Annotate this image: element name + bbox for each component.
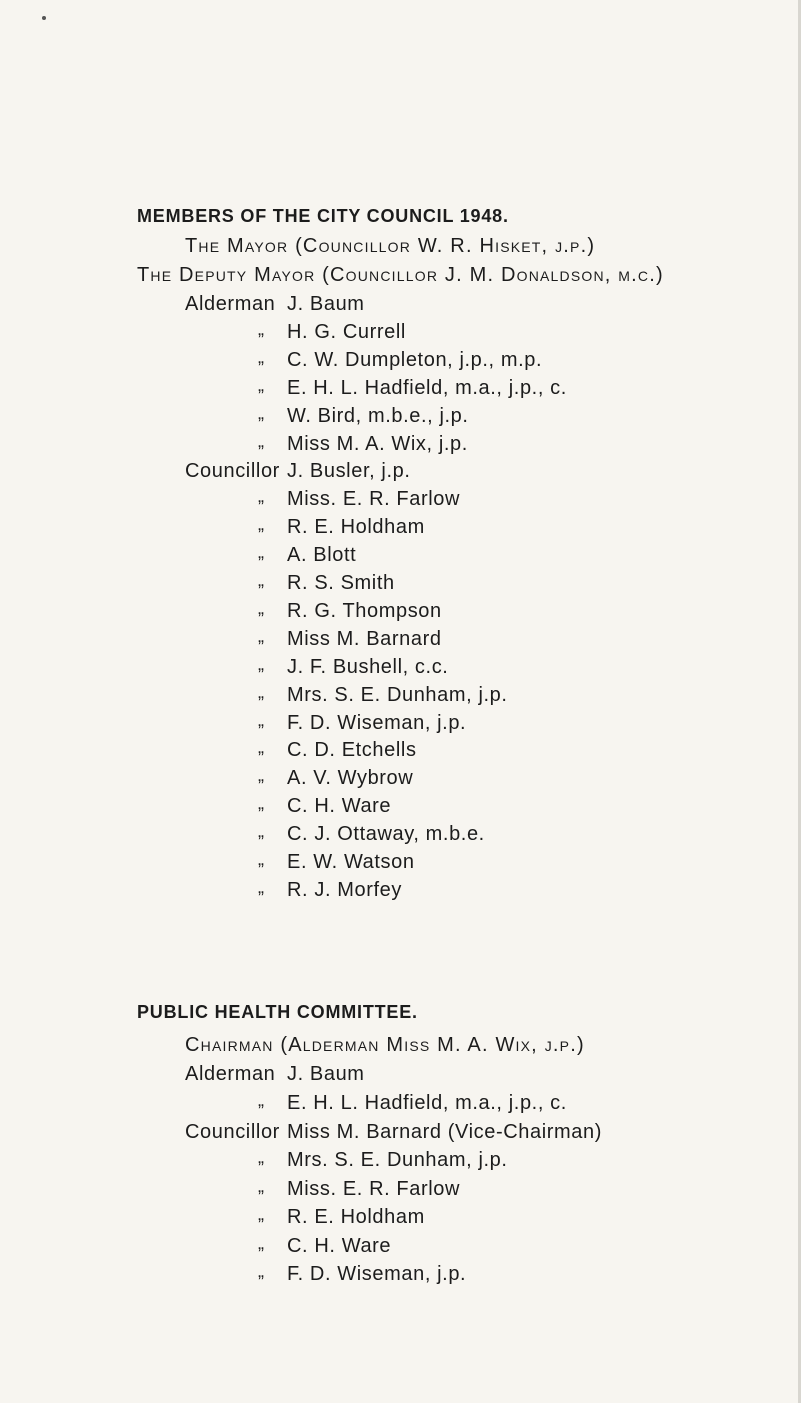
ditto-mark: „ (258, 514, 264, 535)
committee-heading: PUBLIC HEALTH COMMITTEE. (137, 1002, 418, 1022)
member-name: Miss. E. R. Farlow (287, 488, 461, 511)
ditto-mark: „ (258, 486, 264, 507)
ditto-mark: „ (258, 318, 264, 339)
ditto-mark: „ (258, 542, 264, 563)
alderman-label: Alderman (185, 293, 276, 315)
mayor-line: The Mayor (Councillor W. R. Hisket, j.p.) (185, 235, 596, 257)
scan-speck (42, 16, 46, 20)
ditto-mark: „ (258, 653, 264, 674)
ditto-mark: „ (258, 625, 264, 646)
ditto-mark: „ (258, 849, 264, 869)
ditto-mark: „ (258, 430, 264, 451)
chairman-line: Chairman (Alderman Miss M. A. Wix, j.p.) (185, 1034, 585, 1056)
ditto-mark: „ (258, 821, 264, 842)
ditto-mark: „ (258, 1147, 264, 1168)
member-name: H. G. Currell (287, 320, 406, 343)
member-name: E. H. L. Hadfield, m.a., j.p., c. (287, 376, 567, 399)
ditto-mark: „ (258, 793, 264, 814)
member-name: C. J. Ottaway, m.b.e. (287, 823, 485, 846)
ditto-mark: „ (258, 374, 264, 395)
ditto-mark: „ (258, 402, 264, 423)
member-name: Miss M. Barnard (Vice-Chairman) (287, 1121, 602, 1143)
ditto-mark: „ (258, 1232, 264, 1253)
ditto-mark: „ (258, 709, 264, 730)
member-name: R. E. Holdham (287, 516, 425, 539)
member-name: W. Bird, m.b.e., j.p. (287, 404, 469, 427)
ditto-mark: „ (258, 1175, 264, 1196)
member-name: J. Busler, j.p. (287, 460, 411, 483)
councillor-label: Councillor (185, 1121, 280, 1143)
ditto-mark: „ (258, 570, 264, 590)
ditto-mark: „ (258, 765, 264, 786)
member-name: R. E. Holdham (287, 1206, 425, 1229)
member-name: Miss M. Barnard (287, 627, 442, 650)
member-name: J. F. Bushell, c.c. (287, 655, 449, 678)
councillor-label: Councillor (185, 460, 280, 483)
member-name: J. Baum (287, 1063, 365, 1085)
ditto-mark: „ (258, 1261, 264, 1281)
member-name: Miss. E. R. Farlow (287, 1177, 461, 1200)
council-heading: MEMBERS OF THE CITY COUNCIL 1948. (137, 206, 509, 226)
member-name: A. Blott (287, 544, 357, 567)
member-name: Miss M. A. Wix, j.p. (287, 432, 468, 455)
member-name: E. W. Watson (287, 851, 415, 873)
ditto-mark: „ (258, 876, 264, 897)
member-name: C. H. Ware (287, 1234, 392, 1257)
member-name: R. J. Morfey (287, 878, 402, 901)
member-name: F. D. Wiseman, j.p. (287, 711, 467, 734)
member-name: A. V. Wybrow (287, 767, 414, 790)
member-name: C. H. Ware (287, 795, 392, 818)
member-name: R. G. Thompson (287, 599, 442, 622)
ditto-mark: „ (258, 737, 264, 758)
member-name: J. Baum (287, 293, 365, 315)
ditto-mark: „ (258, 346, 264, 367)
alderman-label: Alderman (185, 1063, 276, 1085)
member-name: Mrs. S. E. Dunham, j.p. (287, 683, 508, 706)
member-name: F. D. Wiseman, j.p. (287, 1263, 467, 1285)
ditto-mark: „ (258, 597, 264, 618)
member-name: Mrs. S. E. Dunham, j.p. (287, 1149, 508, 1172)
ditto-mark: „ (258, 1090, 264, 1110)
member-name: C. D. Etchells (287, 739, 417, 762)
ditto-mark: „ (258, 1204, 264, 1225)
deputy-mayor-line: The Deputy Mayor (Councillor J. M. Donaldson, m.c.) (137, 264, 664, 286)
ditto-mark: „ (258, 681, 264, 702)
member-name: C. W. Dumpleton, j.p., m.p. (287, 348, 543, 371)
member-name: R. S. Smith (287, 572, 395, 594)
member-name: E. H. L. Hadfield, m.a., j.p., c. (287, 1092, 567, 1114)
